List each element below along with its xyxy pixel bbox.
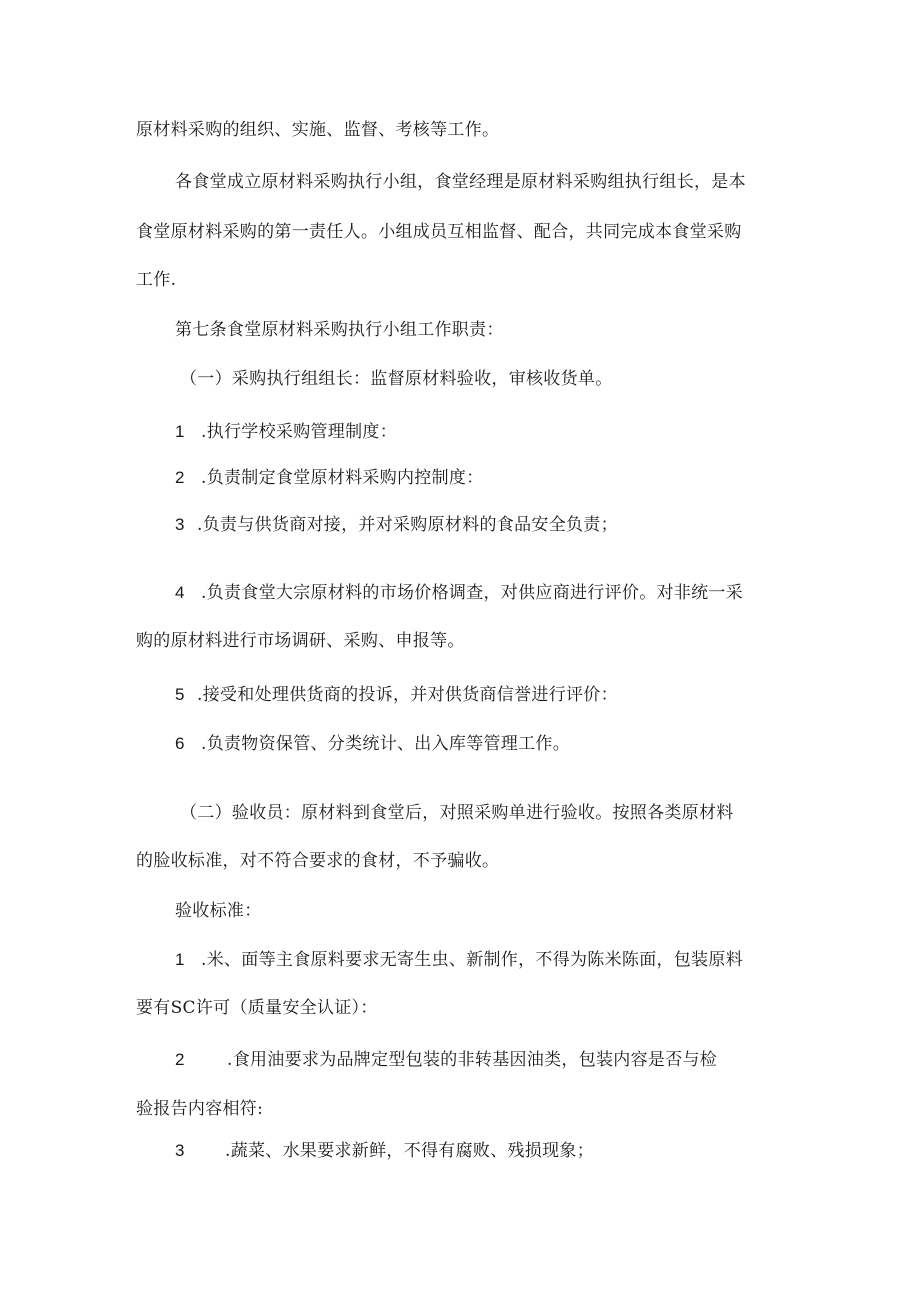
section-heading: （一）采购执行组组长：监督原材料验收，审核收货单。 (180, 369, 613, 389)
paragraph-line: 食堂原材料采购的第一责任人。小组成员互相监督、配合，共同完成本食堂采购 (136, 222, 742, 242)
paragraph-line: 购的原材料进行市场调研、采购、申报等。 (136, 631, 465, 651)
paragraph-line: 要有SC许可（质量安全认证）： (136, 998, 378, 1018)
item-text: .负责制定食堂原材料采购内控制度： (201, 468, 484, 488)
paragraph-line: 验报告内容相符: (136, 1099, 264, 1119)
item-number: 1 (175, 950, 185, 969)
item-text: .执行学校采购管理制度： (201, 422, 398, 442)
list-item (175, 1139, 594, 1163)
paragraph-line: 各食堂成立原材料采购执行小组，食堂经理是原材料采购组执行组长，是本 (175, 172, 746, 192)
standard-heading: 验收标准： (175, 901, 262, 921)
list-item (175, 732, 570, 756)
item-text: .接受和处理供货商的投诉，并对供货商信誉进行评价： (197, 685, 618, 705)
item-text: .负责物资保管、分类统计、出入库等管理工作。 (201, 734, 571, 754)
item-number: 1 (175, 422, 185, 441)
section-heading: （二）验收员：原材料到食堂后，对照采购单进行验收。按照各类原材料 (180, 803, 734, 823)
item-text: .蔬菜、水果要求新鲜，不得有腐败、残损现象； (225, 1141, 595, 1161)
list-item (175, 420, 397, 444)
list-item (175, 1048, 717, 1072)
article-heading: 第七条食堂原材料采购执行小组工作职责： (175, 320, 504, 340)
list-item (175, 581, 743, 605)
item-text: .米、面等主食原料要求无寄生虫、新制作，不得为陈米陈面，包装原料 (201, 950, 744, 970)
list-item (175, 513, 618, 537)
item-number: 2 (175, 1050, 185, 1069)
item-number: 3 (175, 515, 185, 534)
item-text: .负责食堂大宗原材料的市场价格调查，对供应商进行评价。对非统一采 (201, 583, 744, 603)
item-number: 6 (175, 734, 185, 753)
item-number: 5 (175, 685, 185, 704)
list-item (175, 948, 743, 972)
item-number: 2 (175, 468, 185, 487)
item-number: 3 (175, 1141, 185, 1160)
paragraph-line: 的脸收标准，对不符合要求的食材，不予骗收。 (136, 851, 500, 871)
item-number: 4 (175, 583, 185, 602)
item-text: .食用油要求为品牌定型包装的非转基因油类，包装内容是否与检 (227, 1050, 718, 1070)
list-item (175, 466, 484, 490)
paragraph-line: 工作. (136, 270, 177, 290)
list-item (175, 683, 618, 707)
paragraph-line: 原材料采购的组织、实施、监督、考核等工作。 (136, 120, 500, 140)
item-text: .负责与供货商对接，并对采购原材料的食品安全负责； (197, 515, 618, 535)
